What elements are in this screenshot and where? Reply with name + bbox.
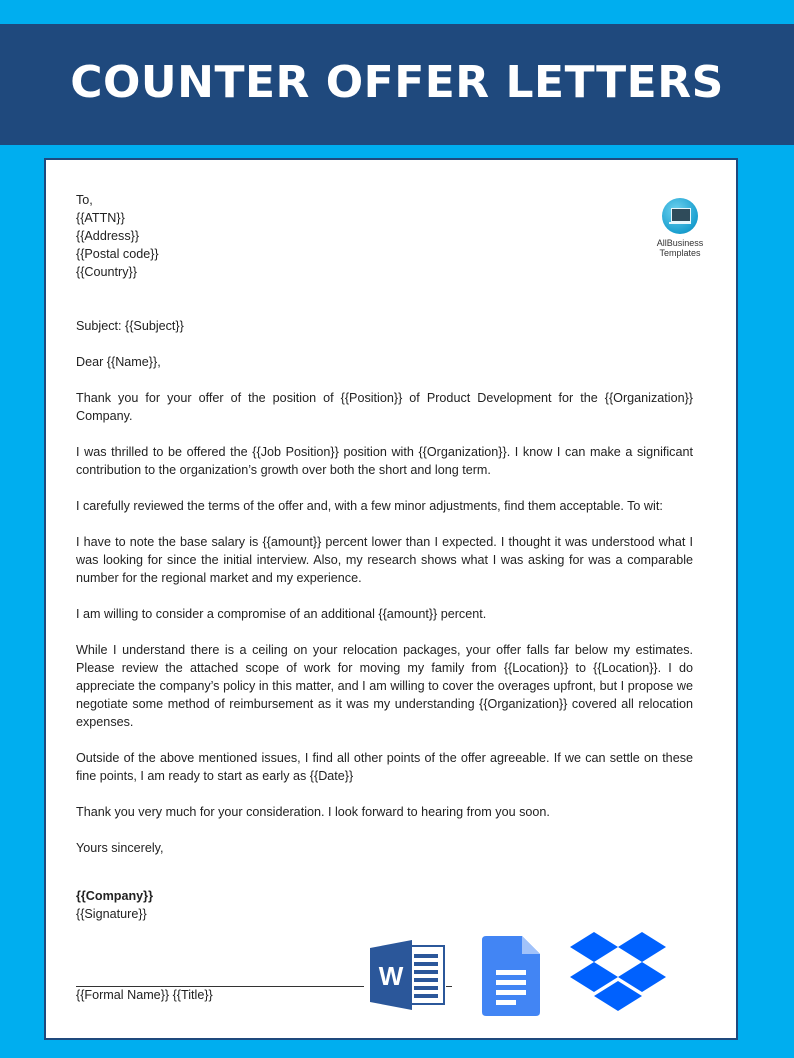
letter-closing: Yours sincerely, bbox=[76, 841, 164, 855]
letter-paragraph: While I understand there is a ceiling on your relocation packages, your offer falls far below my estimates. Please review the attached scope of work for moving my family from {{Location}} to {{Location}}. I do appreciate the company’s policy in this matter, and I am willing to cover the overages upfront, but I propose we negotiate some method of reimbursement as it was my understanding {{Organization}} covered all relocation expenses. bbox=[76, 643, 693, 729]
letter-subject: Subject: {{Subject}} bbox=[76, 319, 184, 333]
dropbox-icon[interactable] bbox=[570, 932, 666, 1022]
letter-paragraph: I was thrilled to be offered the {{Job Position}} position with {{Organization}}. I know I can make a significant contribution to the organization’s growth over both the short and long term. bbox=[76, 445, 693, 477]
page-title: COUNTER OFFER LETTERS bbox=[70, 57, 724, 108]
letter-paragraph: Thank you for your offer of the position of {{Position}} of Product Development for the {{Organization}} Company. bbox=[76, 391, 693, 423]
formal-name: {{Formal Name}} {{Title}} bbox=[76, 988, 213, 1002]
letter-paragraph: I am willing to consider a compromise of an additional {{amount}} percent. bbox=[76, 607, 487, 621]
letter-salutation: Dear {{Name}}, bbox=[76, 355, 161, 369]
signature-line bbox=[76, 986, 364, 987]
signature-block bbox=[76, 887, 693, 923]
company-name: {{Company}} bbox=[76, 889, 153, 903]
letter-document bbox=[44, 158, 738, 1040]
letter-paragraph: I have to note the base salary is {{amount}} percent lower than I expected. I thought it was understood what I was looking for since the initial interview. Also, my research shows what I was asking for was a comparable number for the regional market and my experience. bbox=[76, 535, 693, 585]
letter-paragraph: Thank you very much for your consideration. I look forward to hearing from you soon. bbox=[76, 805, 550, 819]
signature-line-end bbox=[446, 986, 452, 987]
page-header bbox=[0, 24, 794, 145]
letter-paragraph: Outside of the above mentioned issues, I find all other points of the offer agreeable. If we can settle on these fine points, I am ready to start as early as {{Date}} bbox=[76, 751, 693, 783]
letter-paragraph: I carefully reviewed the terms of the offer and, with a few minor adjustments, find them acceptable. To wit: bbox=[76, 499, 663, 513]
google-docs-icon[interactable] bbox=[482, 936, 542, 1016]
signature: {{Signature}} bbox=[76, 907, 147, 921]
recipient-address: To, {{ATTN}} {{Address}} {{Postal code}} {{Country}} bbox=[76, 193, 159, 279]
svg-text:W: W bbox=[378, 961, 404, 991]
word-icon[interactable] bbox=[370, 940, 446, 1010]
logo-text: AllBusiness Templates bbox=[656, 238, 704, 258]
letter-body bbox=[76, 191, 693, 941]
